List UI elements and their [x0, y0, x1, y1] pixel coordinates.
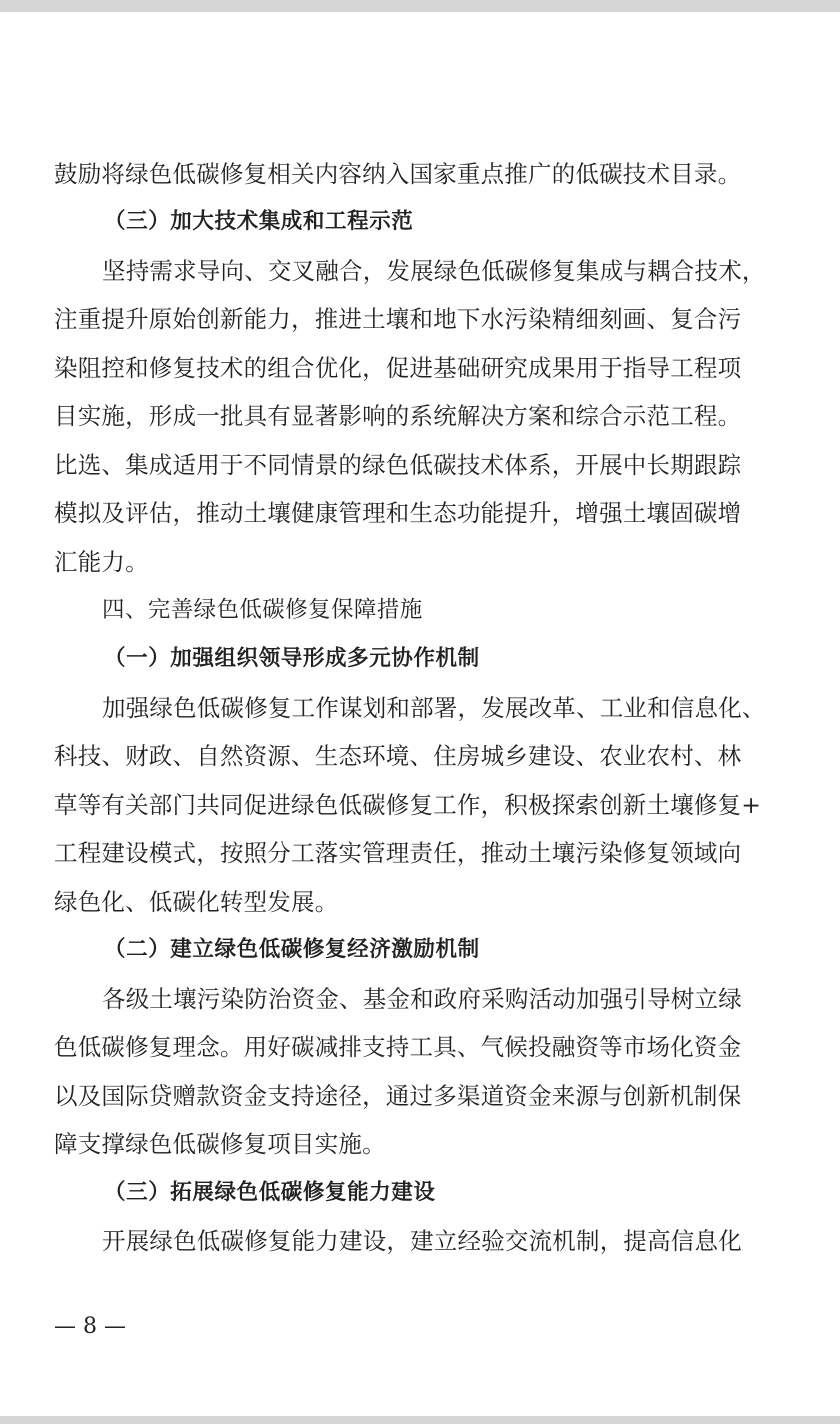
paragraph-line: 加强绿色低碳修复工作谋划和部署，发展改革、工业和信息化、 — [102, 694, 766, 722]
paragraph-line: 比选、集成适用于不同情景的绿色低碳技术体系，开展中长期跟踪 — [54, 451, 742, 479]
paragraph-line: 开展绿色低碳修复能力建设，建立经验交流机制，提高信息化 — [102, 1227, 742, 1255]
paragraph-line: 注重提升原始创新能力，推进土壤和地下水污染精细刻画、复合污 — [54, 305, 742, 333]
paragraph-line: 目实施，形成一批具有显著影响的系统解决方案和综合示范工程。 — [54, 402, 742, 430]
paragraph-line: 以及国际贷赠款资金支持途径，通过多渠道资金来源与创新机制保 — [54, 1082, 742, 1110]
document-page — [0, 12, 840, 1416]
paragraph-line: 科技、财政、自然资源、生态环境、住房城乡建设、农业农村、林 — [54, 742, 742, 770]
paragraph-line: 各级土壤污染防治资金、基金和政府采购活动加强引导树立绿 — [102, 985, 742, 1013]
section-heading: （三）加大技术集成和工程示范 — [104, 209, 414, 234]
paragraph-line: 色低碳修复理念。用好碳减排支持工具、气候投融资等市场化资金 — [54, 1033, 742, 1061]
paragraph-line: 绿色化、低碳化转型发展。 — [54, 888, 339, 916]
paragraph-line: 坚持需求导向、交叉融合，发展绿色低碳修复集成与耦合技术， — [102, 257, 766, 285]
paragraph-line: 草等有关部门共同促进绿色低碳修复工作，积极探索创新土壤修复+ — [54, 791, 762, 819]
paragraph-line: 工程建设模式，按照分工落实管理责任，推动土壤污染修复领域向 — [54, 839, 742, 867]
page-number: — 8 — — [54, 1314, 126, 1339]
chapter-heading: 四、完善绿色低碳修复保障措施 — [102, 597, 423, 623]
paragraph-line: 鼓励将绿色低碳修复相关内容纳入国家重点推广的低碳技术目录。 — [54, 160, 742, 188]
section-heading: （一）加强组织领导形成多元协作机制 — [104, 646, 480, 671]
paragraph-line: 障支撑绿色低碳修复项目实施。 — [54, 1130, 386, 1158]
section-heading: （三）拓展绿色低碳修复能力建设 — [104, 1180, 436, 1205]
paragraph-line: 染阻控和修复技术的组合优化，促进基础研究成果用于指导工程项 — [54, 354, 742, 382]
paragraph-line: 汇能力。 — [54, 548, 149, 576]
paragraph-line: 模拟及评估，推动土壤健康管理和生态功能提升，增强土壤固碳增 — [54, 499, 742, 527]
section-heading: （二）建立绿色低碳修复经济激励机制 — [104, 937, 480, 962]
